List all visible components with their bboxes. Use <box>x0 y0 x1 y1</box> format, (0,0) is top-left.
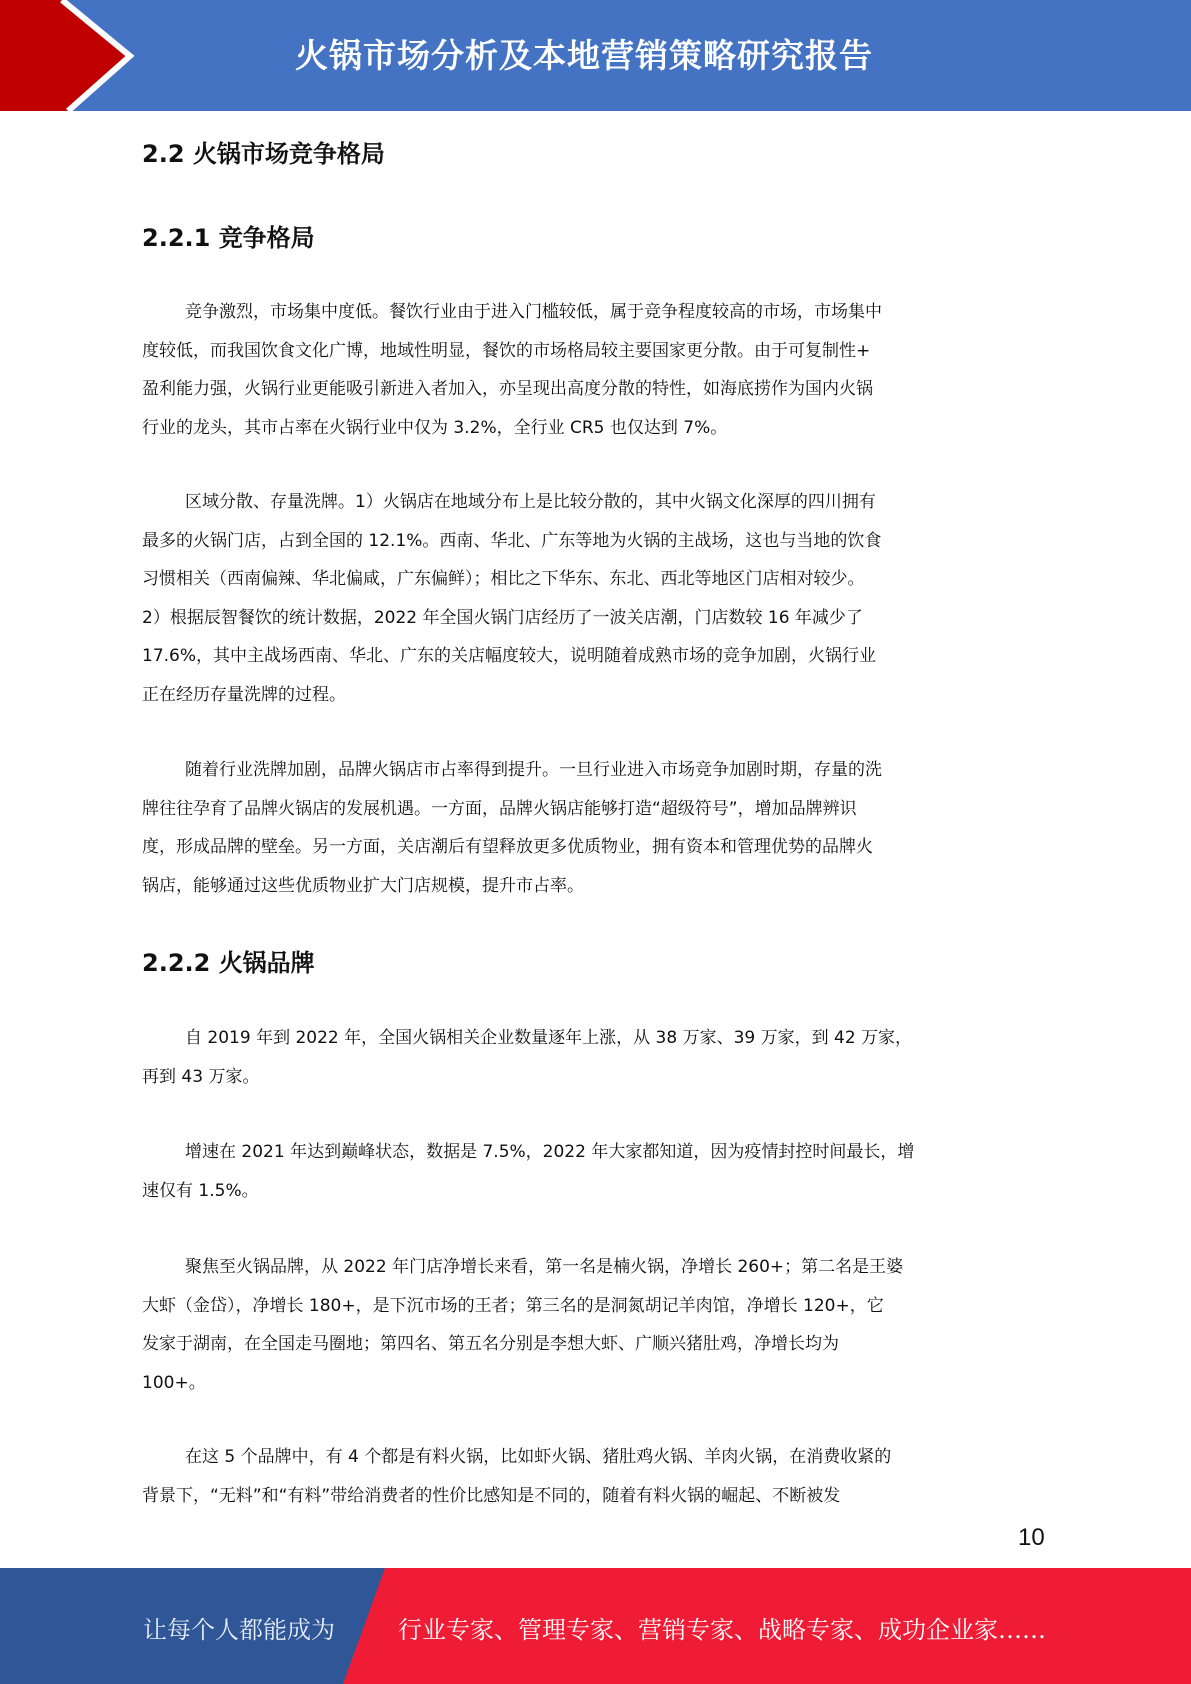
text-line: 区域分散、存量洗牌。1）火锅店在地域分布上是比较分散的，其中火锅文化深厚的四川拥有 <box>185 492 876 512</box>
text-line: 大虾（金岱），净增长 180+，是下沉市场的王者；第三名的是洞氮胡记羊肉馆，净增长 120+，它 <box>142 1295 884 1316</box>
paragraph <box>142 1248 1042 1402</box>
text-line: 盈利能力强，火锅行业更能吸引新进入者加入，亦呈现出高度分散的特性，如海底捞作为国内火锅 <box>142 379 873 399</box>
paragraph <box>142 483 1042 714</box>
footer-slogan-left: 让每个人都能成为 <box>143 1616 335 1644</box>
text-line: 随着行业洗牌加剧，品牌火锅店市占率得到提升。一旦行业进入市场竞争加剧时期，存量的洗 <box>185 760 882 780</box>
text-line: 度较低，而我国饮食文化广博，地域性明显，餐饮的市场格局较主要国家更分散。由于可复制性+ <box>142 340 871 361</box>
paragraph <box>142 1019 1042 1096</box>
text-line: 最多的火锅门店，占到全国的 12.1%。西南、华北、广东等地为火锅的主战场，这也与当地的饮食 <box>142 530 882 551</box>
page-number: 10 <box>1018 1524 1045 1551</box>
text-line: 行业的龙头，其市占率在火锅行业中仅为 3.2%，全行业 CR5 也仅达到 7%。 <box>142 417 728 438</box>
text-line: 度，形成品牌的壁垒。另一方面，关店潮后有望释放更多优质物业，拥有资本和管理优势的品牌火 <box>142 837 873 857</box>
text-line: 习惯相关（西南偏辣、华北偏咸，广东偏鲜）；相比之下华东、东北、西北等地区门店相对较少。 <box>142 569 865 589</box>
section-heading: 2.2 火锅市场竞争格局 <box>142 140 385 168</box>
header-arrow-decoration <box>0 0 200 111</box>
subsection-heading: 2.2.2 火锅品牌 <box>142 949 315 977</box>
text-line: 100+。 <box>142 1372 206 1393</box>
report-title: 火锅市场分析及本地营销策略研究报告 <box>295 36 873 75</box>
text-line: 2）根据辰智餐饮的统计数据，2022 年全国火锅门店经历了一波关店潮，门店数较 16 年减少了 <box>142 607 863 628</box>
subsection-heading: 2.2.1 竞争格局 <box>142 224 315 252</box>
page-footer <box>0 1568 1191 1684</box>
text-line: 17.6%，其中主战场西南、华北、广东的关店幅度较大，说明随着成熟市场的竞争加剧，火锅行业 <box>142 646 877 666</box>
text-line: 牌往往孕育了品牌火锅店的发展机遇。一方面，品牌火锅店能够打造“超级符号”，增加品牌辨识 <box>142 798 857 819</box>
text-line: 竞争激烈，市场集中度低。餐饮行业由于进入门槛较低，属于竞争程度较高的市场，市场集中 <box>185 302 882 322</box>
footer-slogan-right: 行业专家、管理专家、营销专家、战略专家、成功企业家…… <box>398 1616 1046 1644</box>
text-line: 在这 5 个品牌中，有 4 个都是有料火锅，比如虾火锅、猪肚鸡火锅、羊肉火锅，在消费收紧的 <box>185 1447 892 1467</box>
text-line: 正在经历存量洗牌的过程。 <box>142 684 346 705</box>
text-line: 增速在 2021 年达到巅峰状态，数据是 7.5%，2022 年大家都知道，因为疫情封控时间最长，增 <box>185 1142 915 1162</box>
paragraph <box>142 751 1042 905</box>
text-line: 再到 43 万家。 <box>142 1066 260 1087</box>
text-line: 速仅有 1.5%。 <box>142 1180 259 1201</box>
text-line: 聚焦至火锅品牌，从 2022 年门店净增长来看，第一名是楠火锅，净增长 260+；第二名是王婆 <box>185 1257 904 1277</box>
paragraph <box>142 1438 1042 1515</box>
text-line: 发家于湖南，在全国走马圈地；第四名、第五名分别是李想大虾、广顺兴猪肚鸡，净增长均为 <box>142 1334 839 1354</box>
paragraph <box>142 1133 1042 1210</box>
page-header <box>0 0 1191 111</box>
paragraph <box>142 293 1042 447</box>
text-line: 锅店，能够通过这些优质物业扩大门店规模，提升市占率。 <box>142 875 584 896</box>
text-line: 背景下，“无料”和“有料”带给消费者的性价比感知是不同的，随着有料火锅的崛起、不断被发 <box>142 1485 841 1506</box>
text-line: 自 2019 年到 2022 年，全国火锅相关企业数量逐年上涨，从 38 万家、39 万家，到 42 万家， <box>185 1028 913 1048</box>
